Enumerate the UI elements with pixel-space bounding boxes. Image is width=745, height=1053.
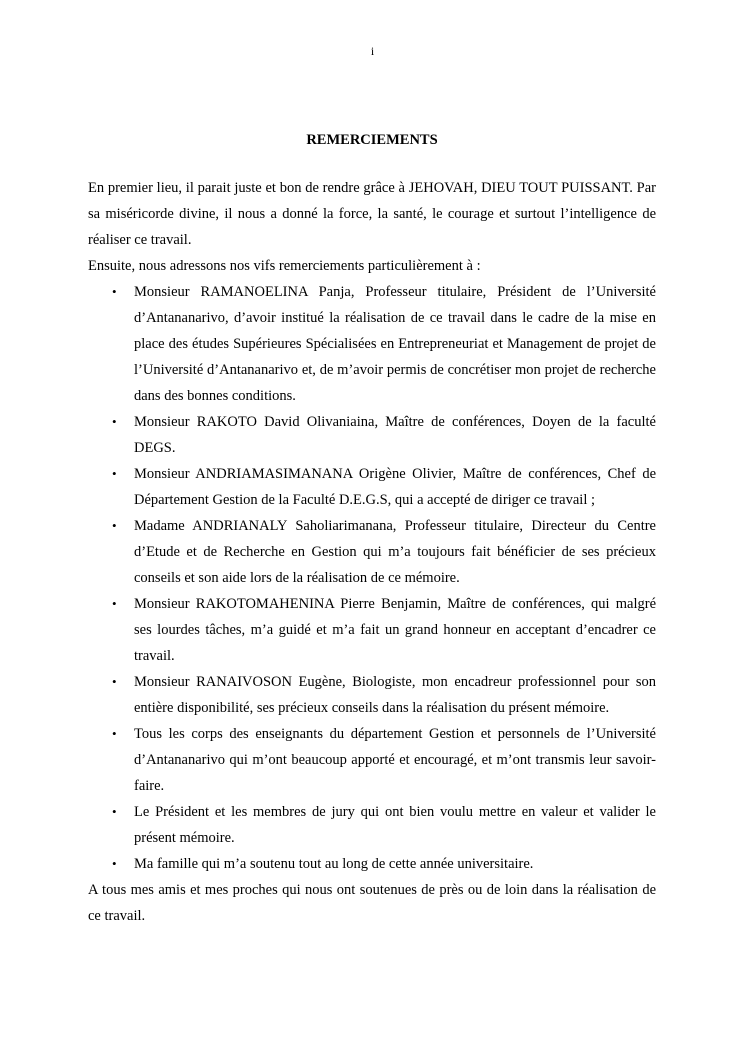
thanks-list xyxy=(88,279,656,877)
bullet-icon: • xyxy=(112,804,117,819)
list-item-text: Monsieur RAKOTOMAHENINA Pierre Benjamin, Maître de conférences, qui malgré ses lourdes tâches, m’a guidé et m’a fait un grand honneur en acceptant d’encadrer ce travail. xyxy=(134,596,656,664)
list-item-text: Monsieur RANAIVOSON Eugène, Biologiste, mon encadreur professionnel pour son entière disponibilité, ses précieux conseils dans la réalisation du présent mémoire. xyxy=(134,674,656,716)
bullet-icon: • xyxy=(112,674,117,689)
bullet-icon: • xyxy=(112,466,117,481)
list-item xyxy=(88,409,656,461)
thanks-intro: Ensuite, nous adressons nos vifs remerciements particulièrement à : xyxy=(88,258,481,274)
list-item xyxy=(88,461,656,513)
list-item xyxy=(88,851,656,877)
bullet-icon: • xyxy=(112,856,117,871)
list-item-text: Monsieur RAMANOELINA Panja, Professeur titulaire, Président de l’Université d’Antananarivo, d’avoir institué la réalisation de ce travail dans le cadre de la mise en place des études Supérieures Spécialisées en Entrepreneuriat et Management de projet de l’Université d’Antananarivo et, de m’avoir permis de concrétiser mon projet de recherche dans des bonnes conditions. xyxy=(134,284,656,404)
page-number: i xyxy=(370,44,375,58)
document-body xyxy=(88,175,656,929)
list-item xyxy=(88,279,656,409)
list-item xyxy=(88,721,656,799)
bullet-icon: • xyxy=(112,726,117,741)
list-item-text: Monsieur RAKOTO David Olivaniaina, Maître de conférences, Doyen de la faculté DEGS. xyxy=(134,414,656,456)
list-item-text: Monsieur ANDRIAMASIMANANA Origène Olivier, Maître de conférences, Chef de Département Gestion de la Faculté D.E.G.S, qui a accepté de diriger ce travail ; xyxy=(134,466,656,508)
list-item-text: Ma famille qui m’a soutenu tout au long de cette année universitaire. xyxy=(134,856,534,872)
closing-paragraph: A tous mes amis et mes proches qui nous ont soutenues de près ou de loin dans la réalisation de ce travail. xyxy=(88,882,656,924)
list-item-text: Madame ANDRIANALY Saholiarimanana, Professeur titulaire, Directeur du Centre d’Etude et de Recherche en Gestion qui m’a toujours fait bénéficier de ses précieux conseils et son aide lors de la réalisation de ce mémoire. xyxy=(134,518,656,586)
intro-paragraph: En premier lieu, il parait juste et bon de rendre grâce à JEHOVAH, DIEU TOUT PUISSANT. Par sa miséricorde divine, il nous a donné la force, la santé, le courage et surtout l’intelligence de réaliser ce travail. xyxy=(88,180,656,248)
list-item xyxy=(88,513,656,591)
list-item xyxy=(88,591,656,669)
list-item xyxy=(88,799,656,851)
bullet-icon: • xyxy=(112,518,117,533)
bullet-icon: • xyxy=(112,284,117,299)
bullet-icon: • xyxy=(112,596,117,611)
list-item-text: Le Président et les membres de jury qui ont bien voulu mettre en valeur et valider le présent mémoire. xyxy=(134,804,656,846)
page-title: REMERCIEMENTS xyxy=(306,132,438,148)
list-item-text: Tous les corps des enseignants du département Gestion et personnels de l’Université d’Antananarivo qui m’ont beaucoup apporté et encouragé, et m’ont transmis leur savoir-faire. xyxy=(134,726,656,794)
bullet-icon: • xyxy=(112,414,117,429)
list-item xyxy=(88,669,656,721)
